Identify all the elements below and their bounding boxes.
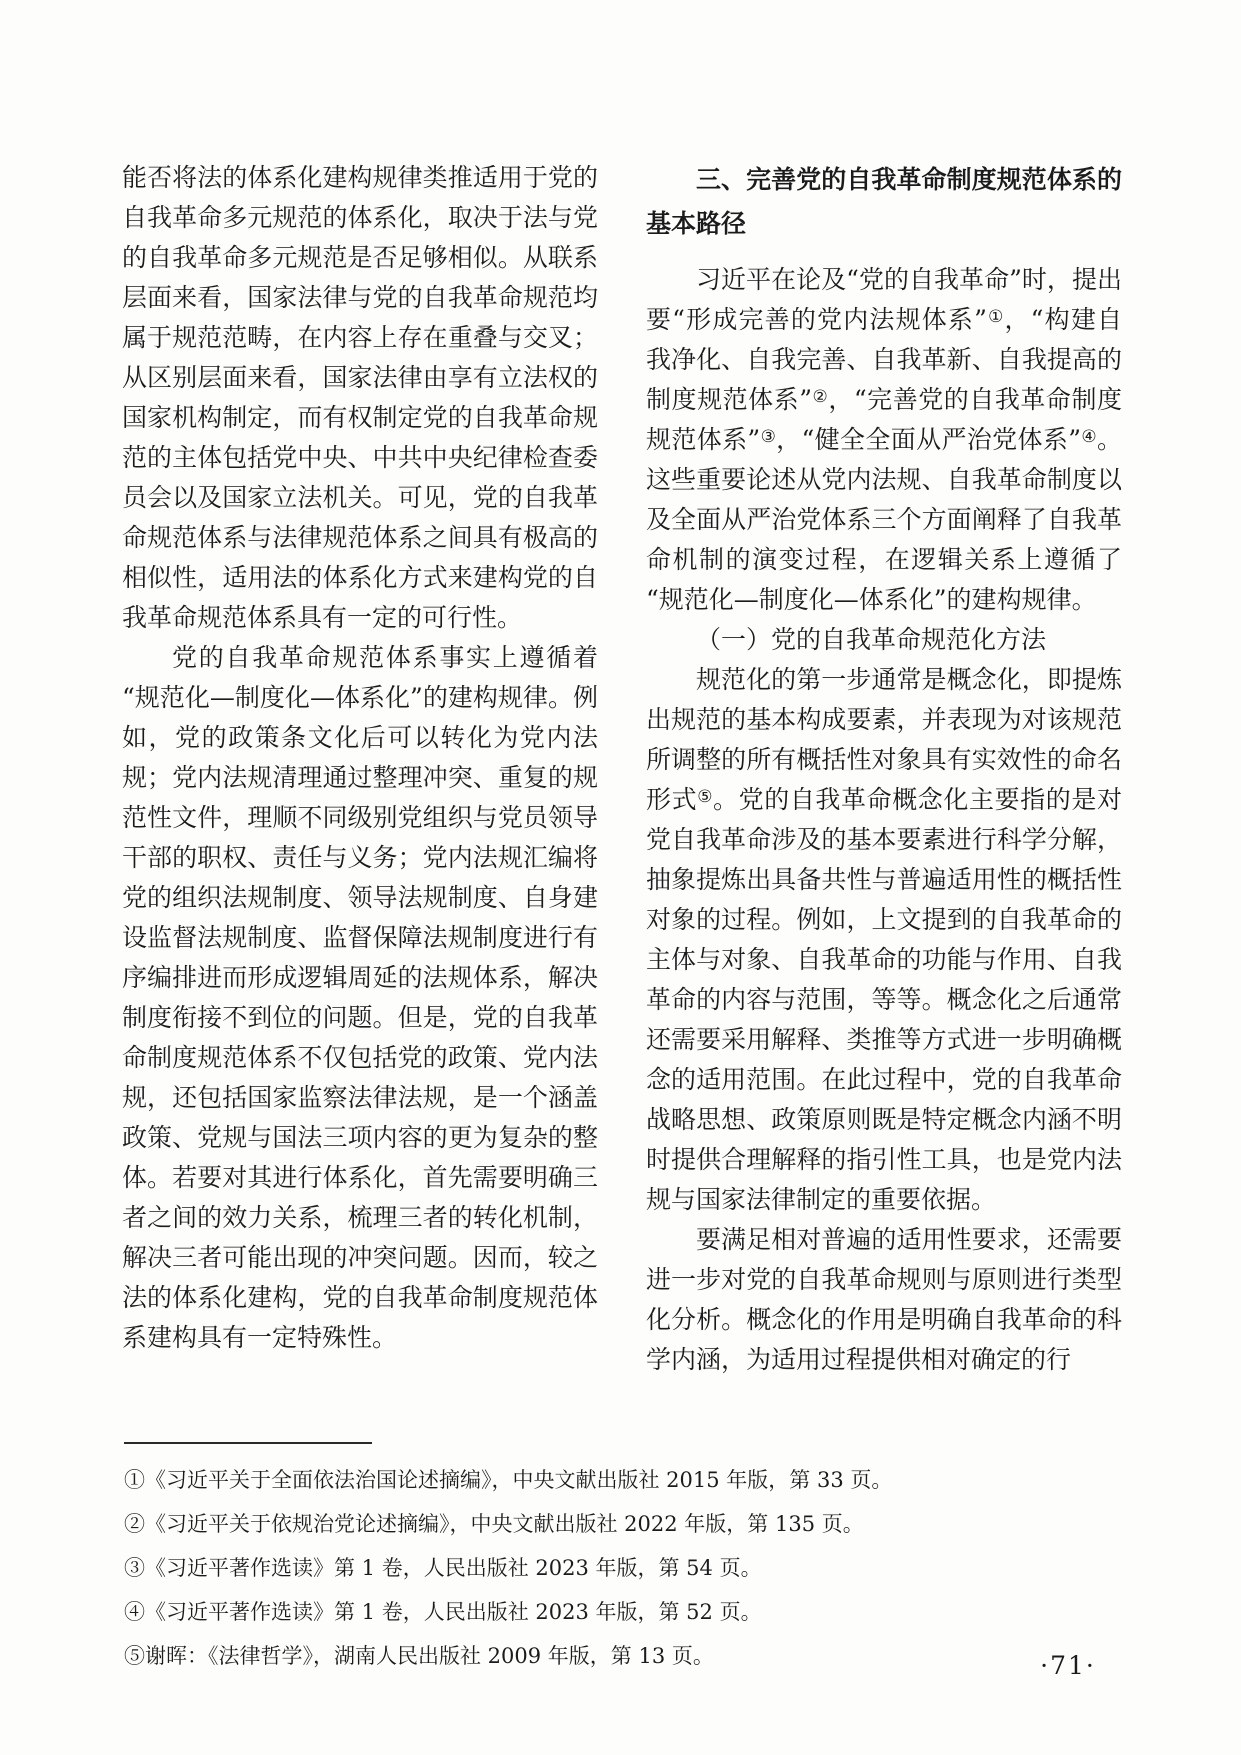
body-paragraph-incomplete: 要满足相对普遍的适用性要求，还需要进一步对党的自我革命规则与原则进行类型化分析。概念化的作用是明确自我革命的科学内涵，为适用过程提供相对确定的行	[646, 1225, 1122, 1374]
body-paragraph-continuation: 能否将法的体系化建构规律类推适用于党的自我革命多元规范的体系化，取决于法与党的自我革命多元规范是否足够相似。从联系层面来看，国家法律与党的自我革命规范均属于规范范畴，在内容上存在重叠与交叉；从区别层面来看，国家法律由享有立法权的国家机构制定，而有权制定党的自我革命规范的主体包括党中央、中共中央纪律检查委员会以及国家立法机关。可见，党的自我革命规范体系与法律规范体系之间具有极高的相似性，适用法的体系化方式来建构党的自我革命规范体系具有一定的可行性。	[122, 163, 598, 632]
footnote-separator	[124, 1442, 372, 1444]
body-paragraph: 习近平在论及“党的自我革命”时，提出要“形成完善的党内法规体系”①，“构建自我净化、自我完善、自我革新、自我提高的制度规范体系”②，“完善党的自我革命制度规范体系”③，“健全全面从严治党体系”④。这些重要论述从党内法规、自我革命制度以及全面从严治党体系三个方面阐释了自我革命机制的演变过程，在逻辑关系上遵循了“规范化—制度化—体系化”的建构规律。	[646, 265, 1122, 614]
citation-ref: ⑤	[697, 787, 714, 807]
left-column	[122, 158, 598, 1358]
body-paragraph: 党的自我革命规范体系事实上遵循着“规范化—制度化—体系化”的建构规律。例如，党的政策条文化后可以转化为党内法规；党内法规清理通过整理冲突、重复的规范性文件，理顺不同级别党组织与党员领导干部的职权、责任与义务；党内法规汇编将党的组织法规制度、领导法规制度、自身建设监督法规制度、监督保障法规制度进行有序编排进而形成逻辑周延的法规体系，解决制度衔接不到位的问题。但是，党的自我革命制度规范体系不仅包括党的政策、党内法规，还包括国家监察法律法规，是一个涵盖政策、党规与国法三项内容的更为复杂的整体。若要对其进行体系化，首先需要明确三者之间的效力关系，梳理三者的转化机制，解决三者可能出现的冲突问题。因而，较之法的体系化建构，党的自我革命制度规范体系建构具有一定特殊性。	[122, 643, 598, 1352]
citation-ref: ②	[812, 387, 829, 407]
footnote: ④《习近平著作选读》第 1 卷，人民出版社 2023 年版，第 52 页。	[124, 1600, 762, 1624]
footnote: ⑤谢晖：《法律哲学》，湖南人民出版社 2009 年版，第 13 页。	[124, 1644, 714, 1668]
footnote: ③《习近平著作选读》第 1 卷，人民出版社 2023 年版，第 54 页。	[124, 1556, 762, 1580]
citation-ref: ①	[986, 307, 1005, 327]
citation-ref: ③	[760, 427, 777, 447]
body-paragraph: 规范化的第一步通常是概念化，即提炼出规范的基本构成要素，并表现为对该规范所调整的所有概括性对象具有实效性的命名形式⑤。党的自我革命概念化主要指的是对党自我革命涉及的基本要素进行科学分解，抽象提炼出具备共性与普遍适用性的概括性对象的过程。例如，上文提到的自我革命的主体与对象、自我革命的功能与作用、自我革命的内容与范围，等等。概念化之后通常还需要采用解释、类推等方式进一步明确概念的适用范围。在此过程中，党的自我革命战略思想、政策原则既是特定概念内涵不明时提供合理解释的指引性工具，也是党内法规与国家法律制定的重要依据。	[646, 665, 1122, 1214]
section-heading: 三、完善党的自我革命制度规范体系的基本路径	[646, 165, 1122, 238]
footnote: ①《习近平关于全面依法治国论述摘编》，中央文献出版社 2015 年版，第 33 页。	[124, 1468, 893, 1492]
footnote: ②《习近平关于依规治党论述摘编》，中央文献出版社 2022 年版，第 135 页。	[124, 1512, 864, 1536]
right-column	[646, 158, 1122, 1380]
citation-ref: ④	[1081, 427, 1097, 447]
page-number: ·71·	[1040, 1651, 1096, 1680]
sub-section-heading: （一）党的自我革命规范化方法	[696, 625, 1047, 654]
footnote-list	[124, 1458, 1124, 1678]
